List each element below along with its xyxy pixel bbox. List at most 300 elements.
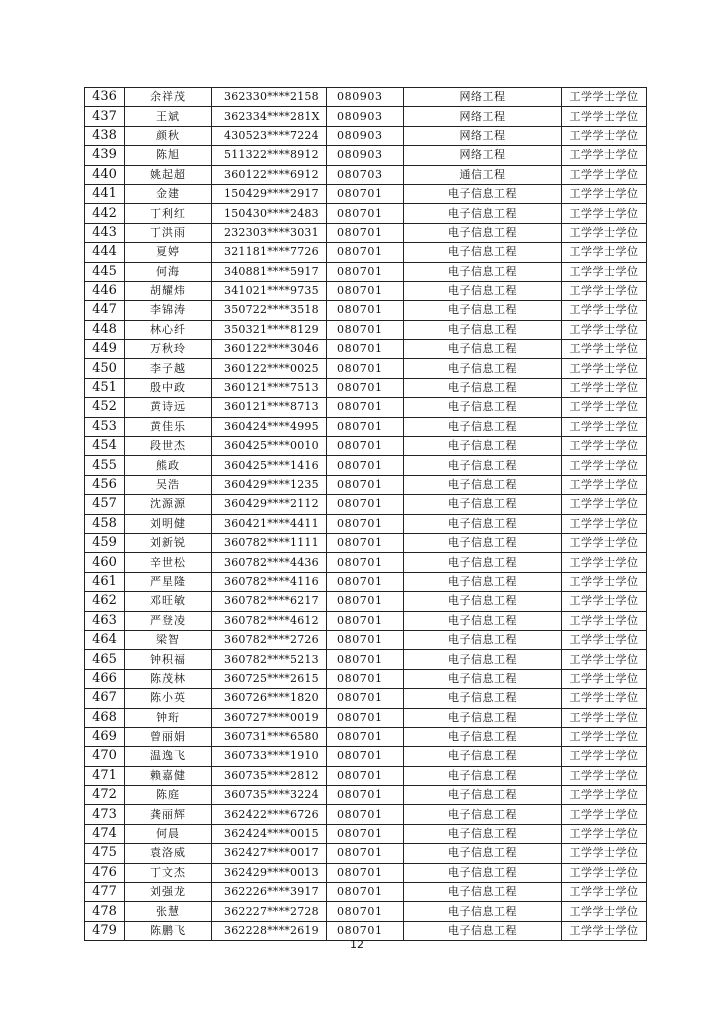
table-row [85, 747, 647, 766]
major-code-cell: 080701 [327, 611, 404, 630]
id-number-cell: 362334****281X [212, 107, 327, 126]
major-name-cell: 电子信息工程 [404, 456, 562, 475]
id-number-cell: 360121****7513 [212, 378, 327, 397]
table-row [85, 805, 647, 824]
major-name-cell: 电子信息工程 [404, 320, 562, 339]
major-code-cell: 080701 [327, 844, 404, 863]
student-name-cell: 丁文杰 [125, 863, 212, 882]
degree-type-cell: 工学学士学位 [562, 475, 647, 494]
degree-type-cell: 工学学士学位 [562, 844, 647, 863]
id-number-cell: 360425****0010 [212, 437, 327, 456]
student-name-cell: 龚丽辉 [125, 805, 212, 824]
degree-type-cell: 工学学士学位 [562, 359, 647, 378]
degree-type-cell: 工学学士学位 [562, 340, 647, 359]
major-name-cell: 电子信息工程 [404, 902, 562, 921]
degree-roster-table [84, 87, 647, 941]
major-code-cell: 080701 [327, 902, 404, 921]
id-number-cell: 350321****8129 [212, 320, 327, 339]
row-number-cell: 445 [85, 262, 125, 281]
table-row [85, 126, 647, 145]
student-name-cell: 曾丽娟 [125, 727, 212, 746]
major-name-cell: 电子信息工程 [404, 184, 562, 203]
id-number-cell: 360122****3046 [212, 340, 327, 359]
row-number-cell: 469 [85, 727, 125, 746]
degree-type-cell: 工学学士学位 [562, 301, 647, 320]
major-name-cell: 电子信息工程 [404, 630, 562, 649]
table-row [85, 301, 647, 320]
table-row [85, 378, 647, 397]
major-code-cell: 080701 [327, 863, 404, 882]
id-number-cell: 360726****1820 [212, 689, 327, 708]
degree-type-cell: 工学学士学位 [562, 883, 647, 902]
degree-type-cell: 工学学士学位 [562, 514, 647, 533]
degree-type-cell: 工学学士学位 [562, 456, 647, 475]
id-number-cell: 362424****0015 [212, 824, 327, 843]
major-code-cell: 080701 [327, 514, 404, 533]
table-row [85, 320, 647, 339]
student-name-cell: 陈旭 [125, 146, 212, 165]
table-row [85, 88, 647, 107]
row-number-cell: 455 [85, 456, 125, 475]
student-name-cell: 颜秋 [125, 126, 212, 145]
degree-type-cell: 工学学士学位 [562, 902, 647, 921]
table-row [85, 553, 647, 572]
major-code-cell: 080701 [327, 669, 404, 688]
id-number-cell: 360782****4116 [212, 572, 327, 591]
major-code-cell: 080701 [327, 533, 404, 552]
major-name-cell: 电子信息工程 [404, 766, 562, 785]
major-name-cell: 电子信息工程 [404, 650, 562, 669]
row-number-cell: 446 [85, 281, 125, 300]
table-row [85, 669, 647, 688]
row-number-cell: 466 [85, 669, 125, 688]
major-code-cell: 080701 [327, 320, 404, 339]
table-row [85, 689, 647, 708]
row-number-cell: 437 [85, 107, 125, 126]
degree-type-cell: 工学学士学位 [562, 126, 647, 145]
student-name-cell: 陈鹏飞 [125, 921, 212, 940]
row-number-cell: 457 [85, 495, 125, 514]
major-code-cell: 080701 [327, 689, 404, 708]
id-number-cell: 430523****7224 [212, 126, 327, 145]
student-name-cell: 余祥茂 [125, 88, 212, 107]
major-code-cell: 080701 [327, 204, 404, 223]
id-number-cell: 340881****5917 [212, 262, 327, 281]
degree-type-cell: 工学学士学位 [562, 766, 647, 785]
major-name-cell: 电子信息工程 [404, 747, 562, 766]
student-name-cell: 陈庭 [125, 786, 212, 805]
major-code-cell: 080701 [327, 766, 404, 785]
major-name-cell: 电子信息工程 [404, 883, 562, 902]
table-row [85, 592, 647, 611]
student-name-cell: 林心纤 [125, 320, 212, 339]
major-code-cell: 080701 [327, 223, 404, 242]
major-name-cell: 电子信息工程 [404, 378, 562, 397]
table-row [85, 902, 647, 921]
major-name-cell: 电子信息工程 [404, 786, 562, 805]
degree-type-cell: 工学学士学位 [562, 495, 647, 514]
id-number-cell: 321181****7726 [212, 243, 327, 262]
row-number-cell: 449 [85, 340, 125, 359]
table-row [85, 766, 647, 785]
major-name-cell: 网络工程 [404, 88, 562, 107]
major-name-cell: 电子信息工程 [404, 281, 562, 300]
student-name-cell: 刘明健 [125, 514, 212, 533]
major-name-cell: 电子信息工程 [404, 533, 562, 552]
row-number-cell: 461 [85, 572, 125, 591]
student-name-cell: 黄佳乐 [125, 417, 212, 436]
major-name-cell: 电子信息工程 [404, 824, 562, 843]
id-number-cell: 360725****2615 [212, 669, 327, 688]
row-number-cell: 467 [85, 689, 125, 708]
id-number-cell: 362422****6726 [212, 805, 327, 824]
id-number-cell: 360782****2726 [212, 630, 327, 649]
major-name-cell: 电子信息工程 [404, 708, 562, 727]
id-number-cell: 360735****3224 [212, 786, 327, 805]
roster-body [85, 88, 647, 941]
degree-type-cell: 工学学士学位 [562, 437, 647, 456]
degree-type-cell: 工学学士学位 [562, 727, 647, 746]
major-name-cell: 电子信息工程 [404, 301, 562, 320]
major-code-cell: 080701 [327, 805, 404, 824]
table-row [85, 184, 647, 203]
row-number-cell: 450 [85, 359, 125, 378]
table-row [85, 650, 647, 669]
table-row [85, 204, 647, 223]
id-number-cell: 360424****4995 [212, 417, 327, 436]
major-name-cell: 电子信息工程 [404, 921, 562, 940]
major-code-cell: 080701 [327, 184, 404, 203]
student-name-cell: 丁洪雨 [125, 223, 212, 242]
id-number-cell: 511322****8912 [212, 146, 327, 165]
major-code-cell: 080701 [327, 301, 404, 320]
id-number-cell: 362227****2728 [212, 902, 327, 921]
student-name-cell: 张慧 [125, 902, 212, 921]
id-number-cell: 150430****2483 [212, 204, 327, 223]
row-number-cell: 460 [85, 553, 125, 572]
major-name-cell: 电子信息工程 [404, 611, 562, 630]
student-name-cell: 袁洛威 [125, 844, 212, 863]
major-code-cell: 080701 [327, 262, 404, 281]
major-code-cell: 080701 [327, 495, 404, 514]
id-number-cell: 360121****8713 [212, 398, 327, 417]
major-code-cell: 080701 [327, 378, 404, 397]
student-name-cell: 万秋玲 [125, 340, 212, 359]
id-number-cell: 360122****0025 [212, 359, 327, 378]
major-code-cell: 080701 [327, 281, 404, 300]
id-number-cell: 362330****2158 [212, 88, 327, 107]
id-number-cell: 360782****6217 [212, 592, 327, 611]
table-row [85, 630, 647, 649]
id-number-cell: 232303****3031 [212, 223, 327, 242]
id-number-cell: 350722****3518 [212, 301, 327, 320]
major-name-cell: 电子信息工程 [404, 669, 562, 688]
major-code-cell: 080701 [327, 883, 404, 902]
row-number-cell: 463 [85, 611, 125, 630]
student-name-cell: 夏婷 [125, 243, 212, 262]
major-name-cell: 电子信息工程 [404, 514, 562, 533]
degree-type-cell: 工学学士学位 [562, 398, 647, 417]
major-code-cell: 080701 [327, 340, 404, 359]
id-number-cell: 360731****6580 [212, 727, 327, 746]
table-row [85, 727, 647, 746]
degree-type-cell: 工学学士学位 [562, 184, 647, 203]
row-number-cell: 475 [85, 844, 125, 863]
table-row [85, 475, 647, 494]
major-name-cell: 电子信息工程 [404, 398, 562, 417]
table-row [85, 514, 647, 533]
degree-type-cell: 工学学士学位 [562, 417, 647, 436]
major-name-cell: 电子信息工程 [404, 844, 562, 863]
major-code-cell: 080903 [327, 126, 404, 145]
major-code-cell: 080701 [327, 708, 404, 727]
table-row [85, 533, 647, 552]
degree-type-cell: 工学学士学位 [562, 592, 647, 611]
degree-type-cell: 工学学士学位 [562, 650, 647, 669]
major-name-cell: 电子信息工程 [404, 475, 562, 494]
degree-type-cell: 工学学士学位 [562, 378, 647, 397]
degree-type-cell: 工学学士学位 [562, 281, 647, 300]
major-code-cell: 080703 [327, 165, 404, 184]
degree-type-cell: 工学学士学位 [562, 921, 647, 940]
student-name-cell: 钟珩 [125, 708, 212, 727]
id-number-cell: 362228****2619 [212, 921, 327, 940]
student-name-cell: 李子越 [125, 359, 212, 378]
major-code-cell: 080701 [327, 824, 404, 843]
student-name-cell: 刘强龙 [125, 883, 212, 902]
row-number-cell: 439 [85, 146, 125, 165]
row-number-cell: 479 [85, 921, 125, 940]
student-name-cell: 何海 [125, 262, 212, 281]
major-name-cell: 电子信息工程 [404, 727, 562, 746]
table-row [85, 107, 647, 126]
row-number-cell: 454 [85, 437, 125, 456]
major-name-cell: 电子信息工程 [404, 572, 562, 591]
id-number-cell: 360425****1416 [212, 456, 327, 475]
student-name-cell: 陈小英 [125, 689, 212, 708]
row-number-cell: 443 [85, 223, 125, 242]
degree-type-cell: 工学学士学位 [562, 107, 647, 126]
row-number-cell: 474 [85, 824, 125, 843]
major-name-cell: 电子信息工程 [404, 863, 562, 882]
degree-type-cell: 工学学士学位 [562, 320, 647, 339]
row-number-cell: 462 [85, 592, 125, 611]
table-row [85, 223, 647, 242]
student-name-cell: 丁利红 [125, 204, 212, 223]
major-code-cell: 080701 [327, 437, 404, 456]
degree-type-cell: 工学学士学位 [562, 88, 647, 107]
degree-type-cell: 工学学士学位 [562, 553, 647, 572]
degree-type-cell: 工学学士学位 [562, 747, 647, 766]
degree-type-cell: 工学学士学位 [562, 689, 647, 708]
id-number-cell: 150429****2917 [212, 184, 327, 203]
major-code-cell: 080701 [327, 475, 404, 494]
row-number-cell: 477 [85, 883, 125, 902]
student-name-cell: 黄诗远 [125, 398, 212, 417]
major-code-cell: 080701 [327, 417, 404, 436]
student-name-cell: 段世杰 [125, 437, 212, 456]
major-code-cell: 080903 [327, 88, 404, 107]
row-number-cell: 436 [85, 88, 125, 107]
row-number-cell: 478 [85, 902, 125, 921]
major-name-cell: 网络工程 [404, 126, 562, 145]
degree-type-cell: 工学学士学位 [562, 204, 647, 223]
major-name-cell: 电子信息工程 [404, 689, 562, 708]
row-number-cell: 451 [85, 378, 125, 397]
row-number-cell: 440 [85, 165, 125, 184]
table-row [85, 398, 647, 417]
degree-type-cell: 工学学士学位 [562, 708, 647, 727]
id-number-cell: 362429****0013 [212, 863, 327, 882]
student-name-cell: 梁智 [125, 630, 212, 649]
student-name-cell: 金建 [125, 184, 212, 203]
student-name-cell: 李锦涛 [125, 301, 212, 320]
student-name-cell: 温逸飞 [125, 747, 212, 766]
major-code-cell: 080701 [327, 630, 404, 649]
id-number-cell: 360782****4436 [212, 553, 327, 572]
major-code-cell: 080903 [327, 107, 404, 126]
student-name-cell: 邓旺敏 [125, 592, 212, 611]
student-name-cell: 刘新锐 [125, 533, 212, 552]
degree-type-cell: 工学学士学位 [562, 669, 647, 688]
degree-type-cell: 工学学士学位 [562, 805, 647, 824]
row-number-cell: 452 [85, 398, 125, 417]
student-name-cell: 赖嘉健 [125, 766, 212, 785]
table-row [85, 262, 647, 281]
major-name-cell: 网络工程 [404, 146, 562, 165]
degree-type-cell: 工学学士学位 [562, 611, 647, 630]
degree-type-cell: 工学学士学位 [562, 786, 647, 805]
major-name-cell: 电子信息工程 [404, 223, 562, 242]
row-number-cell: 468 [85, 708, 125, 727]
row-number-cell: 456 [85, 475, 125, 494]
id-number-cell: 360782****1111 [212, 533, 327, 552]
major-name-cell: 电子信息工程 [404, 805, 562, 824]
row-number-cell: 444 [85, 243, 125, 262]
major-code-cell: 080903 [327, 146, 404, 165]
student-name-cell: 辛世松 [125, 553, 212, 572]
major-code-cell: 080701 [327, 243, 404, 262]
major-code-cell: 080701 [327, 650, 404, 669]
major-name-cell: 电子信息工程 [404, 417, 562, 436]
major-code-cell: 080701 [327, 727, 404, 746]
degree-type-cell: 工学学士学位 [562, 824, 647, 843]
major-name-cell: 电子信息工程 [404, 553, 562, 572]
row-number-cell: 458 [85, 514, 125, 533]
id-number-cell: 341021****9735 [212, 281, 327, 300]
degree-type-cell: 工学学士学位 [562, 146, 647, 165]
row-number-cell: 471 [85, 766, 125, 785]
student-name-cell: 吴浩 [125, 475, 212, 494]
student-name-cell: 殷中政 [125, 378, 212, 397]
major-name-cell: 网络工程 [404, 107, 562, 126]
table-row [85, 437, 647, 456]
student-name-cell: 沈源源 [125, 495, 212, 514]
id-number-cell: 360122****6912 [212, 165, 327, 184]
row-number-cell: 442 [85, 204, 125, 223]
major-code-cell: 080701 [327, 359, 404, 378]
table-row [85, 456, 647, 475]
major-code-cell: 080701 [327, 786, 404, 805]
table-row [85, 708, 647, 727]
major-name-cell: 电子信息工程 [404, 262, 562, 281]
id-number-cell: 362226****3917 [212, 883, 327, 902]
table-row [85, 146, 647, 165]
page-number: 12 [350, 938, 364, 951]
id-number-cell: 360429****1235 [212, 475, 327, 494]
student-name-cell: 何晨 [125, 824, 212, 843]
row-number-cell: 473 [85, 805, 125, 824]
id-number-cell: 360735****2812 [212, 766, 327, 785]
major-name-cell: 电子信息工程 [404, 359, 562, 378]
degree-type-cell: 工学学士学位 [562, 262, 647, 281]
row-number-cell: 465 [85, 650, 125, 669]
student-name-cell: 陈茂林 [125, 669, 212, 688]
degree-type-cell: 工学学士学位 [562, 533, 647, 552]
id-number-cell: 360727****0019 [212, 708, 327, 727]
row-number-cell: 464 [85, 630, 125, 649]
row-number-cell: 459 [85, 533, 125, 552]
id-number-cell: 360782****4612 [212, 611, 327, 630]
row-number-cell: 441 [85, 184, 125, 203]
major-code-cell: 080701 [327, 747, 404, 766]
degree-type-cell: 工学学士学位 [562, 572, 647, 591]
degree-type-cell: 工学学士学位 [562, 165, 647, 184]
major-code-cell: 080701 [327, 553, 404, 572]
table-row [85, 165, 647, 184]
major-name-cell: 电子信息工程 [404, 592, 562, 611]
table-row [85, 495, 647, 514]
student-name-cell: 严登凌 [125, 611, 212, 630]
id-number-cell: 362427****0017 [212, 844, 327, 863]
degree-type-cell: 工学学士学位 [562, 223, 647, 242]
major-code-cell: 080701 [327, 592, 404, 611]
id-number-cell: 360782****5213 [212, 650, 327, 669]
major-name-cell: 电子信息工程 [404, 204, 562, 223]
student-name-cell: 钟积福 [125, 650, 212, 669]
table-row [85, 340, 647, 359]
table-row [85, 417, 647, 436]
major-name-cell: 电子信息工程 [404, 495, 562, 514]
student-name-cell: 胡耀炜 [125, 281, 212, 300]
student-name-cell: 熊政 [125, 456, 212, 475]
id-number-cell: 360733****1910 [212, 747, 327, 766]
row-number-cell: 453 [85, 417, 125, 436]
table-row [85, 844, 647, 863]
table-row [85, 572, 647, 591]
row-number-cell: 472 [85, 786, 125, 805]
row-number-cell: 476 [85, 863, 125, 882]
table-row [85, 883, 647, 902]
major-name-cell: 电子信息工程 [404, 243, 562, 262]
row-number-cell: 438 [85, 126, 125, 145]
table-row [85, 359, 647, 378]
major-code-cell: 080701 [327, 398, 404, 417]
degree-type-cell: 工学学士学位 [562, 863, 647, 882]
table-row [85, 281, 647, 300]
major-name-cell: 通信工程 [404, 165, 562, 184]
major-name-cell: 电子信息工程 [404, 340, 562, 359]
table-row [85, 824, 647, 843]
row-number-cell: 448 [85, 320, 125, 339]
table-row [85, 786, 647, 805]
table-row [85, 611, 647, 630]
id-number-cell: 360429****2112 [212, 495, 327, 514]
major-code-cell: 080701 [327, 572, 404, 591]
major-code-cell: 080701 [327, 456, 404, 475]
major-name-cell: 电子信息工程 [404, 437, 562, 456]
student-name-cell: 严星隆 [125, 572, 212, 591]
